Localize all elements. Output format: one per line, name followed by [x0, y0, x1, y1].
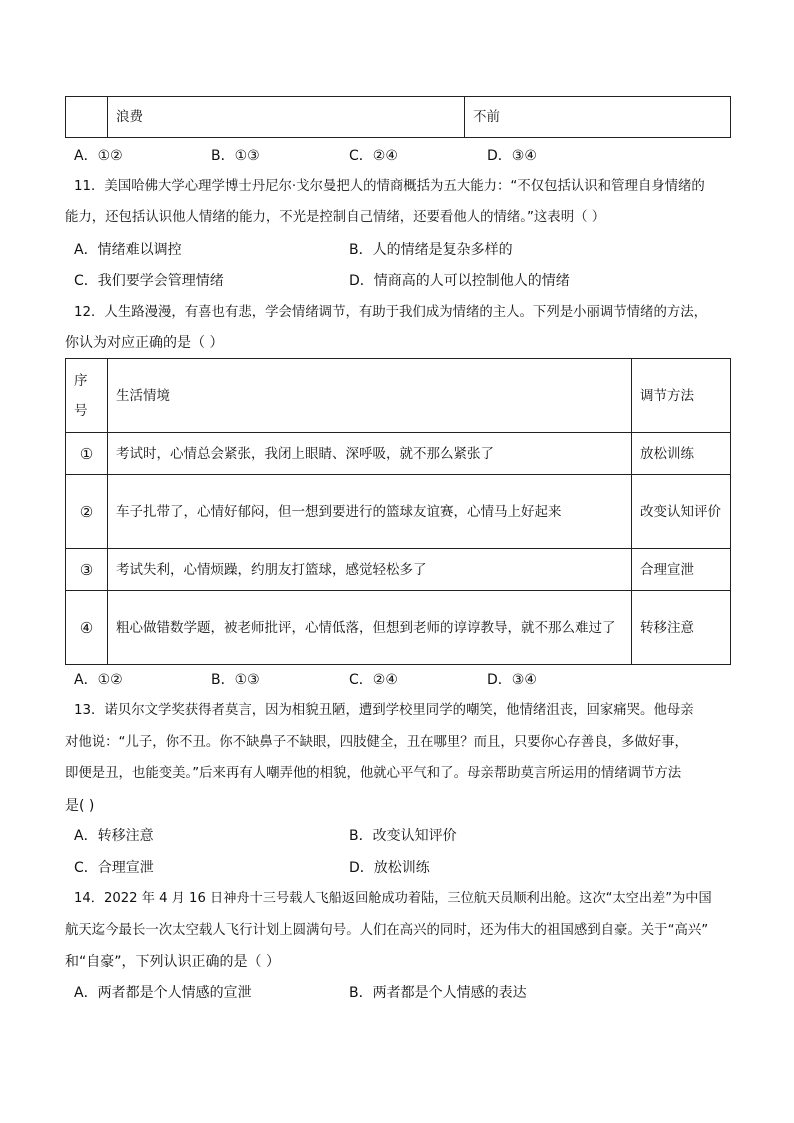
q13-stem-line4: 是( ): [65, 798, 95, 814]
table-row: [66, 591, 731, 665]
top-table: [65, 96, 731, 138]
q14-option-a: A．两者都是个人情感的宣泄: [74, 985, 252, 1001]
table-row: [66, 97, 731, 138]
table-row: [66, 475, 731, 549]
row-seq: ②: [66, 475, 108, 549]
q13-option-b: B．改变认知评价: [349, 828, 457, 844]
q13-stem-line2: 对他说：“儿子，你不丑。你不缺鼻子不缺眼，四肢健全，丑在哪里？而且，只要你心存善良，多做好事，: [65, 735, 688, 750]
q12-table: [65, 358, 731, 665]
q12-stem-line1: 12．人生路漫漫，有喜也有悲，学会情绪调节，有助于我们成为情绪的主人。下列是小丽调节情绪的方法，: [74, 305, 708, 320]
row-method: 改变认知评价: [632, 475, 731, 549]
q13-option-c: C．合理宣泄: [74, 860, 154, 876]
q12-option-b: B．①③: [211, 672, 260, 688]
q10-option-d: D．③④: [487, 148, 537, 164]
q11-option-d: D．情商高的人可以控制他人的情绪: [349, 273, 570, 289]
q13-option-d: D．放松训练: [349, 860, 430, 876]
q12-option-d: D．③④: [487, 672, 537, 688]
header-seq: 序号: [66, 359, 108, 433]
row-seq: ④: [66, 591, 108, 665]
q10-option-c: C．②④: [349, 148, 398, 164]
row-situation: 考试时，心情总会紧张，我闭上眼睛、深呼吸，就不那么紧张了: [108, 433, 632, 475]
q12-stem-line2: 你认为对应正确的是（ ）: [65, 335, 224, 351]
header-situation: 生活情境: [108, 359, 632, 433]
q11-option-c: C．我们要学会管理情绪: [74, 273, 224, 289]
table-row: [66, 433, 731, 475]
q12-option-a: A．①②: [74, 672, 123, 688]
q13-stem-line3: 即便是丑，也能变美。”后来再有人嘲弄他的相貌，他就心平气和了。母亲帮助莫言所运用的情绪调节方法: [65, 766, 682, 781]
table-cell: 不前: [465, 97, 731, 138]
q10-option-b: B．①③: [211, 148, 260, 164]
row-seq: ③: [66, 549, 108, 591]
q14-stem-line2: 航天迄今最长一次太空载人飞行计划上圆满句号。人们在高兴的同时，还为伟大的祖国感到自豪。关于“高兴”: [65, 923, 709, 938]
q14-stem-line1: 14．2022 年 4 月 16 日神舟十三号载人飞船返回舱成功着陆，三位航天员顺利出舱。这次“太空出差”为中国: [74, 891, 712, 906]
q11-option-b: B．人的情绪是复杂多样的: [349, 242, 513, 258]
table-row: [66, 549, 731, 591]
q10-option-a: A．①②: [74, 148, 123, 164]
row-method: 合理宣泄: [632, 549, 731, 591]
q12-option-c: C．②④: [349, 672, 398, 688]
q11-option-a: A．情绪难以调控: [74, 242, 182, 258]
q13-stem-line1: 13．诺贝尔文学奖获得者莫言，因为相貌丑陋，遭到学校里同学的嘲笑，他情绪沮丧，回家痛哭。他母亲: [74, 703, 694, 718]
row-situation: 考试失利，心情烦躁，约朋友打篮球，感觉轻松多了: [108, 549, 632, 591]
table-header-row: [66, 359, 731, 433]
table-cell: 浪费: [108, 97, 465, 138]
header-method: 调节方法: [632, 359, 731, 433]
q14-option-b: B．两者都是个人情感的表达: [349, 985, 527, 1001]
row-situation: 车子扎带了，心情好郁闷，但一想到要进行的篮球友谊赛，心情马上好起来: [108, 475, 632, 549]
row-method: 转移注意: [632, 591, 731, 665]
row-seq: ①: [66, 433, 108, 475]
row-situation: 粗心做错数学题，被老师批评，心情低落，但想到老师的谆谆教导，就不那么难过了: [108, 591, 632, 665]
q11-stem-line1: 11．美国哈佛大学心理学博士丹尼尔·戈尔曼把人的情商概括为五大能力：“不仅包括认识和管理自身情绪的: [74, 179, 705, 194]
row-method: 放松训练: [632, 433, 731, 475]
table-cell: [66, 97, 108, 138]
q14-stem-line3: 和“自豪”，下列认识正确的是（ ）: [65, 954, 280, 970]
q11-stem-line2: 能力，还包括认识他人情绪的能力，不光是控制自己情绪，还要看他人的情绪。”这表明（ ）: [65, 210, 606, 225]
q13-option-a: A．转移注意: [74, 828, 154, 844]
